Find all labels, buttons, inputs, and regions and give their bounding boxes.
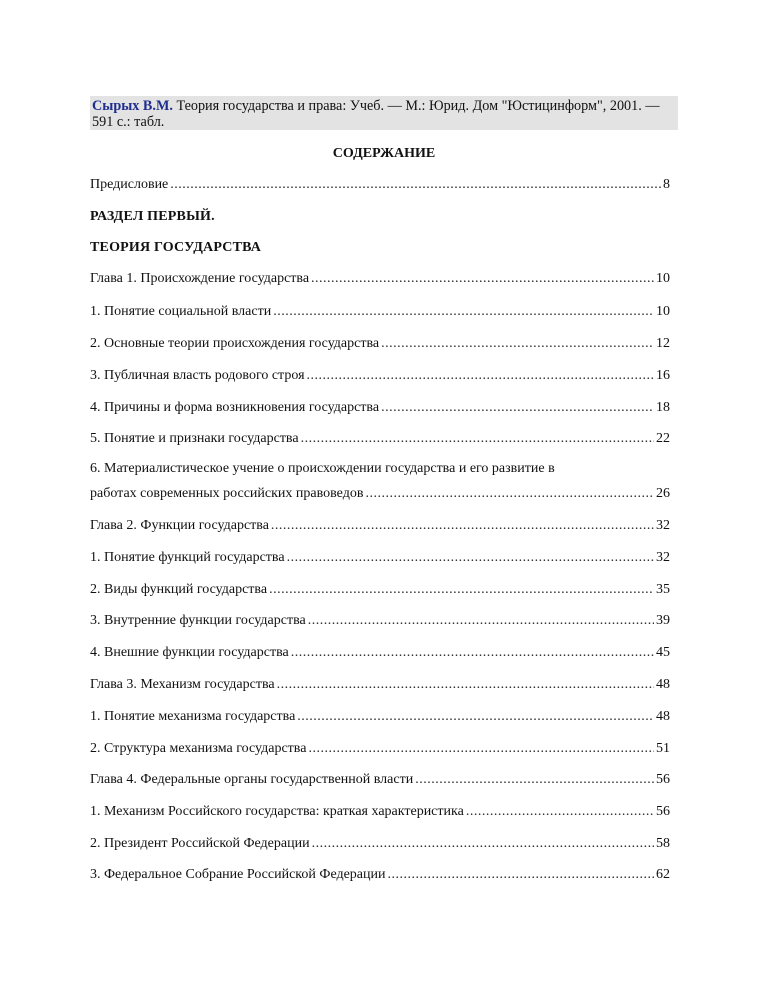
toc-row[interactable]: [90, 517, 670, 535]
toc-leader-dots: [466, 803, 654, 821]
toc-page-number: 62: [656, 867, 670, 882]
toc-row[interactable]: [90, 549, 670, 567]
toc-row[interactable]: [90, 581, 670, 599]
toc-page-number: 35: [656, 582, 670, 597]
toc-leader-dots: [291, 644, 654, 662]
toc-row[interactable]: [90, 866, 670, 884]
toc-entry-label: 4. Внешние функции государства: [90, 645, 289, 660]
toc-entry-label: Глава 2. Функции государства: [90, 518, 269, 533]
toc-page-number: 39: [656, 613, 670, 628]
toc-leader-dots: [415, 771, 654, 789]
toc-leader-dots: [307, 367, 654, 385]
toc-leader-dots: [271, 517, 654, 535]
toc-leader-dots: [312, 835, 654, 853]
toc-entry-label: Предисловие: [90, 177, 169, 192]
toc-page-number: 56: [656, 772, 670, 787]
toc-entry-label: 5. Понятие и признаки государства: [90, 431, 299, 446]
toc-row[interactable]: [90, 430, 670, 448]
toc-row[interactable]: [90, 676, 670, 694]
section-part-heading: РАЗДЕЛ ПЕРВЫЙ.: [90, 209, 215, 224]
toc-page-number: 18: [656, 400, 670, 415]
toc-leader-dots: [273, 303, 654, 321]
toc-entry-label: Глава 1. Происхождение государства: [90, 271, 310, 286]
toc-leader-dots: [381, 335, 654, 353]
toc-leader-dots: [311, 270, 654, 288]
toc-row[interactable]: [90, 708, 670, 726]
toc-entry-label: 3. Федеральное Собрание Российской Федерации: [90, 867, 386, 882]
toc-row[interactable]: [90, 335, 670, 353]
toc-row[interactable]: [90, 771, 670, 789]
toc-entry-label: 2. Виды функций государства: [90, 582, 268, 597]
toc-entry-label: 1. Понятие механизма государства: [90, 709, 296, 724]
toc-page-number: 12: [656, 336, 670, 351]
toc-leader-dots: [308, 612, 654, 630]
toc-leader-dots: [365, 485, 654, 503]
toc-entry-label: 2. Структура механизма государства: [90, 741, 307, 756]
toc-row[interactable]: [90, 270, 670, 288]
toc-entry-label: 3. Внутренние функции государства: [90, 613, 306, 628]
toc-leader-dots: [277, 676, 654, 694]
toc-row[interactable]: [90, 399, 670, 417]
toc-entry-label: работах современных российских правоведов: [90, 486, 364, 501]
toc-leader-dots: [297, 708, 654, 726]
toc-page-number: 32: [656, 518, 670, 533]
toc-leader-dots: [287, 549, 654, 567]
toc-leader-dots: [170, 176, 661, 194]
toc-row[interactable]: [90, 803, 670, 821]
toc-row[interactable]: [90, 485, 670, 503]
toc-page-number: 48: [656, 709, 670, 724]
toc-entry-label: 4. Причины и форма возникновения государства: [90, 400, 380, 415]
citation-author[interactable]: Сырых В.М.: [92, 98, 173, 114]
toc-leader-dots: [381, 399, 654, 417]
toc-page-number: 26: [656, 486, 670, 501]
toc-row[interactable]: [90, 176, 670, 194]
citation-text: [92, 98, 676, 130]
toc-page-number: 16: [656, 368, 670, 383]
toc-entry-label: Глава 3. Механизм государства: [90, 677, 275, 692]
citation-details: Теория государства и права: Учеб. — М.: Юрид. Дом "Юстицинформ", 2001. — 591 с.: табл.: [92, 98, 660, 130]
toc-row[interactable]: [90, 612, 670, 630]
citation-block: [90, 96, 678, 130]
toc-entry-label: 3. Публичная власть родового строя: [90, 368, 305, 383]
toc-page-number: 58: [656, 836, 670, 851]
toc-entry-label: 2. Президент Российской Федерации: [90, 836, 310, 851]
toc-entry-label: 1. Понятие функций государства: [90, 550, 285, 565]
toc-row[interactable]: [90, 367, 670, 385]
toc-row[interactable]: [90, 644, 670, 662]
contents-heading: СОДЕРЖАНИЕ: [332, 146, 436, 161]
toc-row[interactable]: [90, 303, 670, 321]
toc-leader-dots: [301, 430, 654, 448]
toc-leader-dots: [308, 740, 654, 758]
toc-page-number: 48: [656, 677, 670, 692]
toc-page-number: 8: [663, 177, 670, 192]
toc-page-number: 22: [656, 431, 670, 446]
toc-entry-label: Глава 4. Федеральные органы государственной власти: [90, 772, 414, 787]
toc-page-number: 10: [656, 271, 670, 286]
toc-entry-label-line1[interactable]: 6. Материалистическое учение о происхождении государства и его развитие в: [90, 461, 555, 476]
toc-leader-dots: [388, 866, 655, 884]
toc-page-number: 32: [656, 550, 670, 565]
toc-page-number: 45: [656, 645, 670, 660]
toc-page-number: 10: [656, 304, 670, 319]
toc-page-number: 51: [656, 741, 670, 756]
toc-entry-label: 1. Механизм Российского государства: краткая характеристика: [90, 804, 464, 819]
toc-leader-dots: [269, 581, 654, 599]
toc-entry-label: 2. Основные теории происхождения государства: [90, 336, 380, 351]
toc-entry-label: 1. Понятие социальной власти: [90, 304, 272, 319]
toc-row[interactable]: [90, 740, 670, 758]
section-title-heading: ТЕОРИЯ ГОСУДАРСТВА: [90, 240, 262, 255]
toc-page-number: 56: [656, 804, 670, 819]
toc-row[interactable]: [90, 835, 670, 853]
